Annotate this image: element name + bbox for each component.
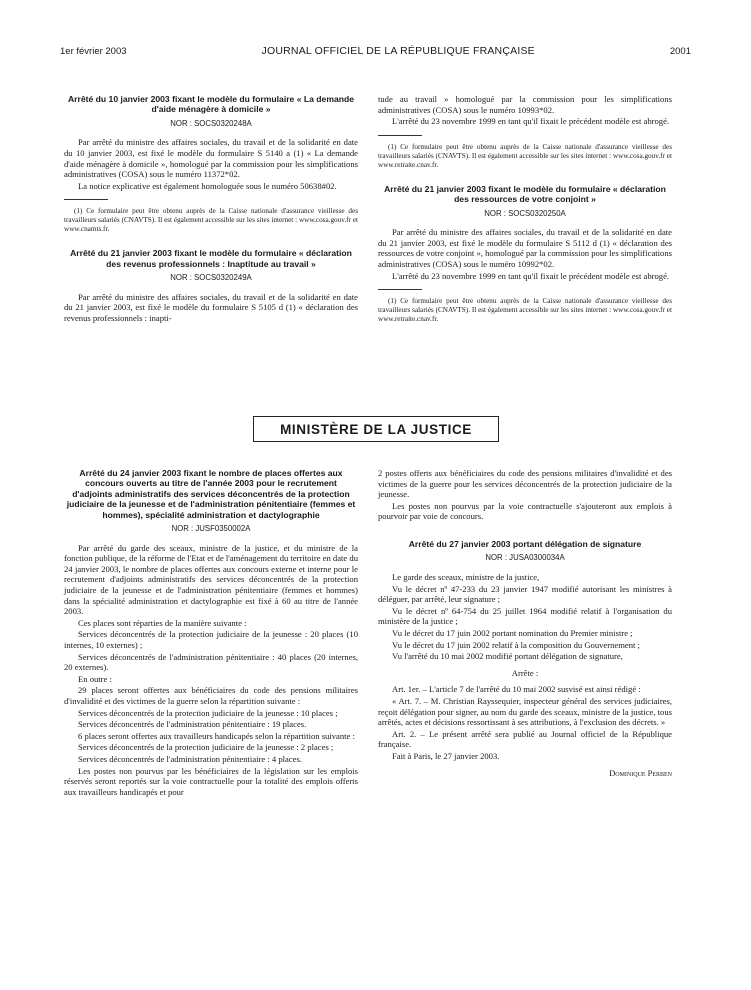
paragraph: Vu le décret nº 64-754 du 25 juillet 1964 modifié relatif à l'organisation du ministère de la justice ;	[378, 605, 672, 627]
done-at: Fait à Paris, le 27 janvier 2003.	[392, 750, 500, 761]
paragraph: tude au travail » homologué par la commission pour les simplifications administratives (COSA) sous le numéro 10993*02.	[378, 94, 672, 115]
ministry-heading: MINISTÈRE DE LA JUSTICE	[253, 416, 499, 442]
signature: Dominique Perben	[609, 769, 672, 779]
footnote: (1) Ce formulaire peut être obtenu auprès de la Caisse nationale d'assurance vieillesse des travailleurs salariés (CNAVTS). Il est également accessible sur les sites internet : www.cosa.gouv.fr et www.retraite.cnav.fr.	[378, 297, 672, 324]
paragraph: L'arrêté du 23 novembre 1999 en tant qu'il fixait le précédent modèle est abrogé.	[392, 116, 670, 127]
article-title: Arrêté du 24 janvier 2003 fixant le nombre de places offertes aux concours ouverts au titre de l'année 2003 pour le recrutement d'adjoints administratifs des services déconcentrés de la protection judiciaire de la jeunesse et de l'administration pénitentiaire (femmes et hommes), spécialité administration et dactylographie	[66, 468, 356, 520]
column-right-top	[378, 94, 672, 338]
paragraph: 29 places seront offertes aux bénéficiaires du code des pensions militaires d'invalidité et des victimes de la guerre selon la répartition suivante :	[64, 685, 358, 706]
article-7-quote: « Art. 7. – M. Christian Rayssequier, inspecteur général des services judiciaires, reçoit délégation pour signer, au nom du garde des sceaux, ministre de la justice, tous arrêtés, actes et décisions ressortissant à ses attributions, à l'exclusion des décrets. »	[378, 695, 672, 728]
nor-reference: NOR : SOCS0320248A	[170, 118, 252, 128]
column-left-top	[64, 94, 358, 325]
paragraph: La notice explicative est également homologuée sous le numéro 50638#02.	[78, 180, 337, 191]
article-title: Arrêté du 21 janvier 2003 fixant le modèle du formulaire « déclaration des revenus professionnels : Inaptitude au travail »	[70, 248, 352, 269]
article-title: Arrêté du 21 janvier 2003 fixant le modèle du formulaire « déclaration des ressources de votre conjoint »	[384, 183, 666, 205]
paragraph: En outre :	[78, 673, 112, 684]
paragraph: Le garde des sceaux, ministre de la justice,	[392, 571, 540, 582]
paragraph: Vu le décret nº 47-233 du 23 janvier 1947 modifié autorisant les ministres à déléguer, par arrêté, leur signature ;	[378, 583, 672, 605]
paragraph: Services déconcentrés de la protection judiciaire de la jeunesse : 20 places (10 internes, 10 externes) ;	[64, 629, 358, 650]
footnote-rule	[378, 135, 422, 136]
paragraph: Par arrêté du ministre des affaires sociales, du travail et de la solidarité en date du 21 janvier 2003, est fixé le modèle du formulaire S 5105 d (1) « déclaration des revenus professionnels : inapti-	[64, 291, 358, 323]
paragraph: Ces places sont réparties de la manière suivante :	[78, 617, 247, 628]
nor-reference: NOR : SOCS0320249A	[170, 273, 252, 283]
paragraph: Services déconcentrés de la protection judiciaire de la jeunesse : 10 places ;	[78, 707, 338, 718]
paragraph: Vu le décret du 17 juin 2002 portant nomination du Premier ministre ;	[392, 627, 633, 638]
nor-reference: NOR : JUSA0300034A	[485, 553, 565, 563]
nor-reference: NOR : SOCS0320250A	[484, 208, 566, 218]
article-2: Art. 2. – Le présent arrêté sera publié au Journal officiel de la République française.	[378, 728, 672, 750]
article-1: Art. 1er. – L'article 7 de l'arrêté du 10 mai 2002 susvisé est ainsi rédigé :	[392, 684, 641, 695]
nor-reference: NOR : JUSF0350002A	[171, 524, 251, 534]
article-title: Arrêté du 27 janvier 2003 portant délégation de signature	[408, 538, 642, 549]
footnote-rule	[378, 289, 422, 290]
decree-verb: Arrête :	[511, 667, 539, 678]
paragraph: Par arrêté du ministre des affaires sociales, du travail et de la solidarité en date du 10 janvier 2003, est fixé le modèle du formulaire S 5140 a (1) « La demande d'aide ménagère à domicile », homologué par la commission pour les simplifications administratives (COSA) sous le numéro 11372*02.	[64, 137, 358, 180]
page-header	[60, 44, 691, 58]
paragraph: L'arrêté du 23 novembre 1999 en tant qu'il fixait le précédent modèle est abrogé.	[392, 270, 670, 281]
footnote: (1) Ce formulaire peut être obtenu auprès de la Caisse nationale d'assurance vieillesse des travailleurs salariés (CNAVTS). Il est également accessible sur les sites internet : www.cosa.gouv.fr et www.retraite.cnav.fr.	[378, 142, 672, 169]
paragraph: Vu le décret du 17 juin 2002 relatif à la composition du Gouvernement ;	[392, 639, 640, 650]
header-journal-title: JOURNAL OFFICIEL DE LA RÉPUBLIQUE FRANÇAISE	[261, 45, 535, 57]
paragraph: Services déconcentrés de l'administration pénitentiaire : 4 places.	[78, 753, 302, 764]
paragraph: Vu l'arrêté du 10 mai 2002 modifié portant délégation de signature,	[392, 651, 623, 662]
paragraph: Par arrêté du ministre des affaires sociales, du travail et de la solidarité en date du 21 janvier 2003, est fixé le modèle du formulaire S 5112 d (1) « déclaration des ressources de votre conjoint », homologué par la commission pour les simplifications administratives (COSA) sous le numéro 10992*02.	[378, 227, 672, 269]
header-date: 1er février 2003	[60, 45, 127, 57]
paragraph: Services déconcentrés de l'administration pénitentiaire : 40 places (20 internes, 20 externes).	[64, 651, 358, 673]
column-left-bottom	[64, 468, 358, 798]
article-title: Arrêté du 10 janvier 2003 fixant le modèle du formulaire « La demande d'aide ménagère à domicile »	[67, 94, 355, 115]
paragraph: Les postes non pourvus par les bénéficiaires de la législation sur les emplois réservés seront reportés sur la voie contractuelle pour la totalité des emplois offerts aux travailleurs handicapés et pour	[64, 765, 358, 797]
header-page-number: 2001	[669, 45, 691, 57]
footnote: (1) Ce formulaire peut être obtenu auprès de la Caisse nationale d'assurance vieillesse des travailleurs salariés (CNAVTS). Il est également accessible sur les sites internet : www.cosa.gouv.fr et www.cnamts.fr.	[64, 207, 358, 234]
footnote-rule	[64, 199, 108, 200]
paragraph: Par arrêté du garde des sceaux, ministre de la justice, et du ministre de la fonction publique, de la réforme de l'Etat et de l'aménagement du territoire en date du 24 janvier 2003, le nombre de places offertes aux concours externe et interne pour le recrutement d'adjoints administratifs des services déconcentrés de la protection judiciaire de la jeunesse et de l'administration pénitentiaire (femmes et hommes) dans la spécialité administration et dactylographie est fixé à 60 au titre de l'année 2003.	[64, 542, 358, 617]
paragraph: Services déconcentrés de l'administration pénitentiaire : 19 places.	[78, 719, 307, 730]
column-right-bottom	[378, 468, 672, 780]
paragraph: 6 places seront offertes aux travailleurs handicapés selon la répartition suivante :	[78, 730, 355, 741]
paragraph: Les postes non pourvus par la voie contractuelle s'ajouteront aux emplois à pourvoir par voie de concours.	[378, 500, 672, 522]
paragraph: 2 postes offerts aux bénéficiaires du code des pensions militaires d'invalidité et des victimes de la guerre pour les services déconcentrés de la protection judiciaire de la jeunesse.	[378, 468, 672, 500]
paragraph: Services déconcentrés de la protection judiciaire de la jeunesse : 2 places ;	[78, 742, 334, 753]
